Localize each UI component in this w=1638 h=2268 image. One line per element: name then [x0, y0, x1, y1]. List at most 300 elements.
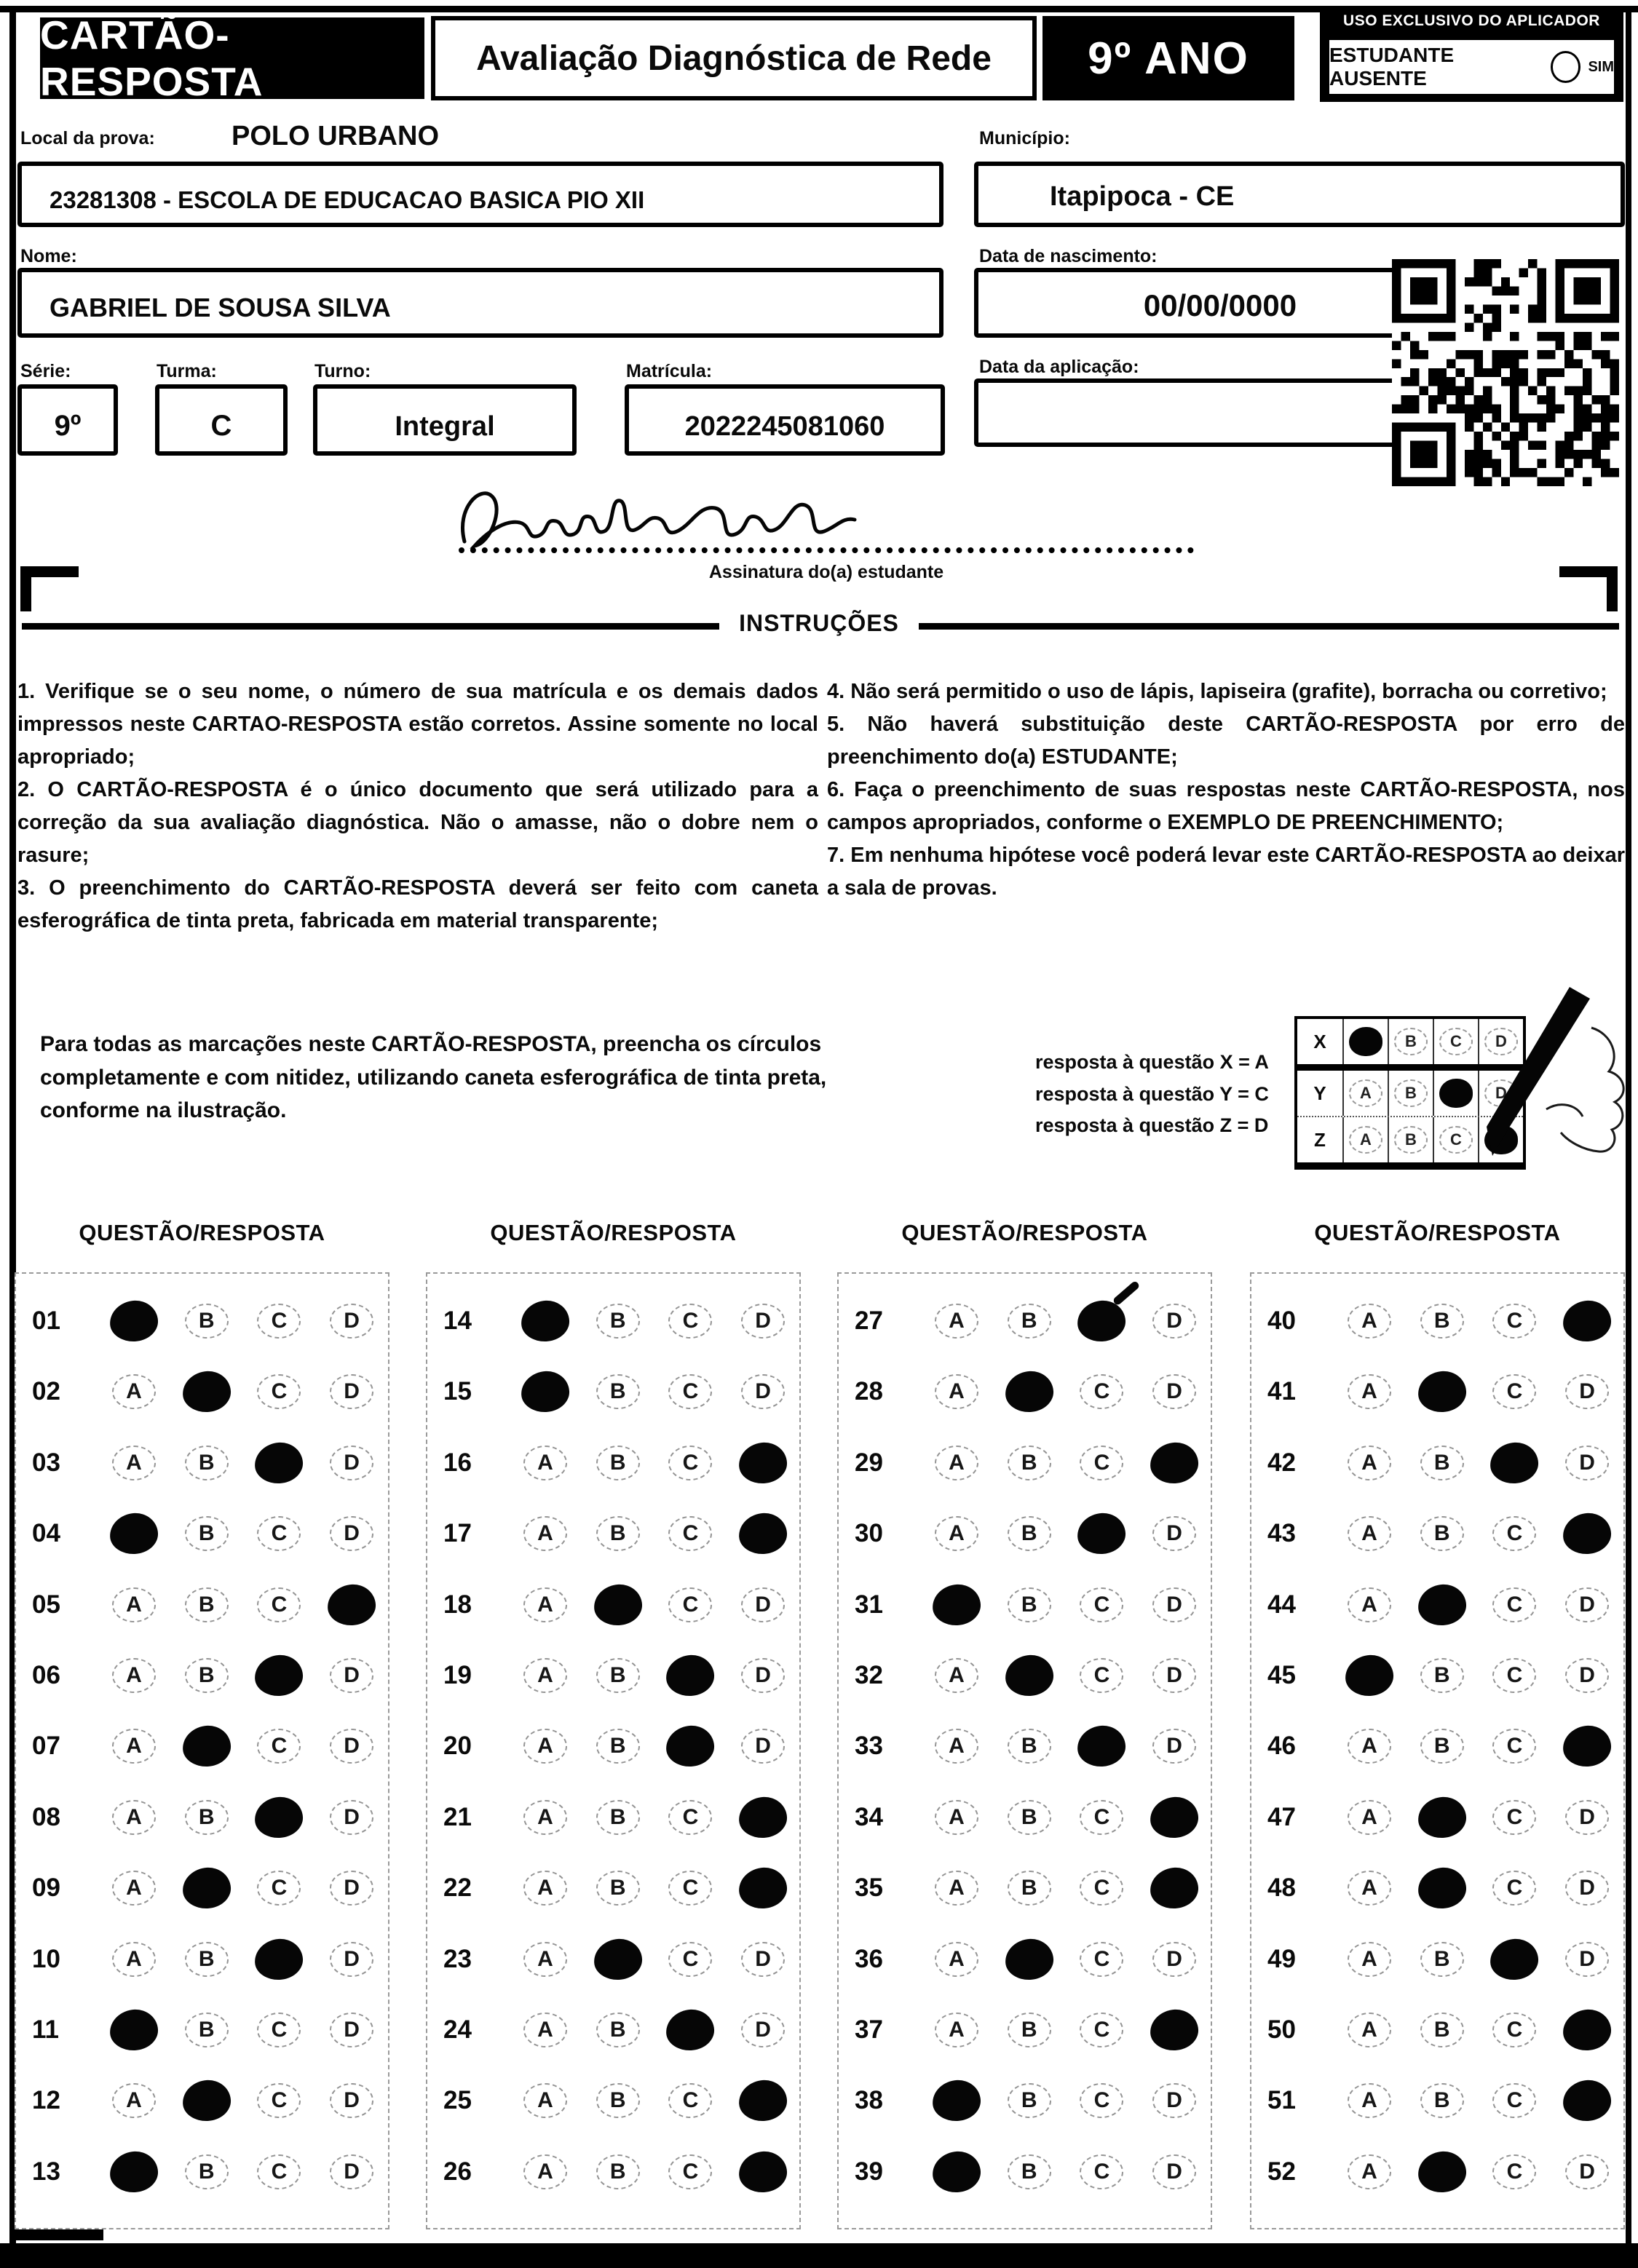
bubble-B-filled[interactable]: [1004, 1654, 1054, 1697]
question-number: 17: [443, 1519, 472, 1548]
option-cell: [315, 1658, 388, 1693]
bubble-B[interactable]: B: [185, 2013, 229, 2047]
bubble-D[interactable]: D: [330, 1942, 373, 1977]
answer-row: [839, 2078, 1211, 2123]
bubble-A[interactable]: A: [1348, 1800, 1391, 1835]
option-cell: [654, 1655, 727, 1696]
bubble-C[interactable]: C: [1492, 1516, 1536, 1551]
bubble-D[interactable]: D: [1565, 1374, 1609, 1409]
bubble-B[interactable]: B: [185, 1800, 229, 1835]
bubble-C[interactable]: C: [1492, 1871, 1536, 1906]
bubble-D[interactable]: D: [741, 1658, 785, 1693]
option-cell: [654, 1587, 727, 1622]
example-bubble-C: C: [1439, 1126, 1473, 1154]
bubble-C[interactable]: C: [668, 1800, 712, 1835]
bubble-C[interactable]: C: [257, 2154, 301, 2189]
bubble-B[interactable]: B: [1420, 2083, 1464, 2118]
answer-row: [427, 1511, 799, 1556]
option-cell: [1066, 1513, 1139, 1554]
bubble-C[interactable]: C: [668, 1446, 712, 1480]
bubble-C[interactable]: C: [1080, 2154, 1123, 2189]
option-cell: [1138, 2083, 1211, 2118]
bubble-B[interactable]: B: [1008, 1729, 1051, 1764]
bubble-D[interactable]: D: [1565, 1658, 1609, 1693]
option-cell: [582, 1374, 654, 1409]
bubble-A-filled[interactable]: [932, 2150, 982, 2193]
bubble-C[interactable]: C: [1080, 1374, 1123, 1409]
bubble-C[interactable]: C: [257, 1304, 301, 1339]
bubble-A[interactable]: A: [523, 1446, 567, 1480]
bubble-D-filled[interactable]: [1150, 1441, 1200, 1484]
bubble-A[interactable]: A: [935, 1658, 978, 1693]
bubble-D-filled[interactable]: [1150, 2008, 1200, 2051]
bubble-D[interactable]: D: [330, 2013, 373, 2047]
bubble-C[interactable]: C: [1080, 1942, 1123, 1977]
bubble-C[interactable]: C: [257, 2013, 301, 2047]
option-cell: [315, 1585, 388, 1625]
bubble-C[interactable]: C: [257, 1871, 301, 1906]
answer-row: [16, 1582, 388, 1627]
bubble-B[interactable]: B: [596, 1729, 640, 1764]
bubble-D[interactable]: D: [741, 2013, 785, 2047]
bubble-A[interactable]: A: [935, 1729, 978, 1764]
bubble-D-filled[interactable]: [1562, 1299, 1613, 1342]
bubble-D-filled[interactable]: [738, 2079, 788, 2122]
bubble-A[interactable]: A: [1348, 2083, 1391, 2118]
signature-line[interactable]: [459, 547, 1194, 553]
bubble-D-filled[interactable]: [1562, 1725, 1613, 1768]
bubble-B[interactable]: B: [1008, 1304, 1051, 1339]
bubble-D-filled[interactable]: [738, 2150, 788, 2193]
bubble-B[interactable]: B: [185, 1446, 229, 1480]
bubble-B-filled[interactable]: [181, 1867, 232, 1910]
option-cell: [98, 2083, 170, 2118]
example-bubble-filled-A: [1349, 1027, 1382, 1056]
turno-field: Integral: [313, 384, 577, 456]
bubble-A[interactable]: A: [523, 2013, 567, 2047]
bubble-D[interactable]: D: [741, 1304, 785, 1339]
bubble-D-filled[interactable]: [1150, 1867, 1200, 1910]
bubble-A[interactable]: A: [1348, 1374, 1391, 1409]
question-number: 42: [1267, 1448, 1296, 1477]
bubble-A-filled[interactable]: [521, 1299, 571, 1342]
bubble-C-filled[interactable]: [1489, 1441, 1540, 1484]
bubble-C[interactable]: C: [1492, 2083, 1536, 2118]
bubble-B[interactable]: B: [185, 1516, 229, 1551]
bubble-B-filled[interactable]: [593, 1938, 643, 1980]
bubble-B[interactable]: B: [596, 1516, 640, 1551]
bubble-B-filled[interactable]: [1004, 1938, 1054, 1980]
option-cell: [98, 1658, 170, 1693]
bubble-D[interactable]: D: [330, 2083, 373, 2118]
bubble-C[interactable]: C: [1492, 1374, 1536, 1409]
option-cell: [920, 1374, 993, 1409]
bubble-D-filled[interactable]: [738, 1441, 788, 1484]
bubble-D[interactable]: D: [1152, 2083, 1196, 2118]
matricula-field: 2022245081060: [625, 384, 945, 456]
bubble-B[interactable]: B: [1008, 1446, 1051, 1480]
bubble-B[interactable]: B: [596, 1871, 640, 1906]
bubble-C[interactable]: C: [668, 1304, 712, 1339]
bubble-A[interactable]: A: [112, 1800, 156, 1835]
bubble-C-filled[interactable]: [254, 1938, 304, 1980]
option-cell: [582, 2154, 654, 2189]
option-cell: [920, 1871, 993, 1906]
bubble-A[interactable]: A: [1348, 1942, 1391, 1977]
option-cell: [582, 1939, 654, 1980]
bubble-D-filled[interactable]: [738, 1796, 788, 1839]
bubble-A[interactable]: A: [1348, 1587, 1391, 1622]
option-cell: [1333, 2154, 1406, 2189]
question-number: 30: [855, 1519, 883, 1548]
bubble-A[interactable]: A: [112, 1658, 156, 1693]
bubble-A[interactable]: A: [935, 1446, 978, 1480]
bubble-D[interactable]: D: [741, 1729, 785, 1764]
bubble-B[interactable]: B: [185, 1587, 229, 1622]
example-line: resposta à questão Y = C: [1035, 1082, 1269, 1105]
option-cell: [1406, 2152, 1479, 2192]
option-cell: [993, 1587, 1066, 1622]
bubble-C-filled[interactable]: [1077, 1725, 1127, 1768]
bubble-B[interactable]: B: [1008, 1516, 1051, 1551]
option-cell: [315, 2013, 388, 2047]
instructions-left-column: [17, 675, 818, 937]
option-cell: [1479, 1939, 1551, 1980]
option-cell: [1333, 1446, 1406, 1480]
bubble-A[interactable]: A: [112, 1729, 156, 1764]
question-number: 43: [1267, 1519, 1296, 1548]
option-cell: [243, 1443, 316, 1483]
bubble-B[interactable]: B: [1420, 1729, 1464, 1764]
question-number: 41: [1267, 1377, 1296, 1406]
answer-row: [839, 2149, 1211, 2194]
bubble-B-filled[interactable]: [181, 1725, 232, 1768]
bubble-B-filled[interactable]: [181, 2079, 232, 2122]
bubble-D[interactable]: D: [1152, 1942, 1196, 1977]
bubble-B-filled[interactable]: [1417, 1867, 1467, 1910]
bubble-D[interactable]: D: [1565, 1446, 1609, 1480]
bubble-A[interactable]: A: [1348, 1446, 1391, 1480]
bubble-A[interactable]: A: [523, 2154, 567, 2189]
bubble-B[interactable]: B: [596, 1446, 640, 1480]
bubble-C[interactable]: C: [1492, 1587, 1536, 1622]
bubble-B[interactable]: B: [185, 1658, 229, 1693]
corner-mark-top-right: [1559, 566, 1618, 611]
bubble-A[interactable]: A: [523, 1800, 567, 1835]
bubble-D[interactable]: D: [1152, 1516, 1196, 1551]
question-number: 02: [32, 1377, 60, 1406]
option-cell: [993, 1729, 1066, 1764]
answer-row: [16, 1653, 388, 1698]
bubble-D[interactable]: D: [1565, 1871, 1609, 1906]
bubble-C[interactable]: C: [1080, 1800, 1123, 1835]
bubble-B-filled[interactable]: [1417, 1796, 1467, 1839]
bubble-D[interactable]: D: [1565, 2154, 1609, 2189]
answer-row: [839, 1653, 1211, 1698]
student-absent-bubble[interactable]: [1551, 51, 1581, 83]
bubble-B-filled[interactable]: [1417, 1371, 1467, 1413]
bubble-D[interactable]: D: [330, 1871, 373, 1906]
bubble-A[interactable]: A: [523, 1871, 567, 1906]
bubble-C[interactable]: C: [1080, 1446, 1123, 1480]
bubble-B[interactable]: B: [1420, 1516, 1464, 1551]
option-cell: [1479, 1443, 1551, 1483]
bubble-D[interactable]: D: [330, 2154, 373, 2189]
bubble-A-filled[interactable]: [109, 2150, 159, 2193]
answer-row: [839, 1937, 1211, 1982]
bubble-A[interactable]: A: [1348, 2013, 1391, 2047]
bubble-A[interactable]: A: [523, 1729, 567, 1764]
example-cell: [1388, 1019, 1433, 1064]
answer-row: [1251, 1298, 1623, 1344]
bubble-C[interactable]: C: [257, 1729, 301, 1764]
bubble-D[interactable]: D: [330, 1658, 373, 1693]
bubble-D[interactable]: D: [1152, 1587, 1196, 1622]
local-da-prova-label: Local da prova:: [20, 128, 155, 148]
bubble-C[interactable]: C: [1080, 1587, 1123, 1622]
option-cell: [1333, 2013, 1406, 2047]
question-number: 01: [32, 1307, 60, 1335]
bubble-A[interactable]: A: [935, 1871, 978, 1906]
bubble-A[interactable]: A: [523, 2083, 567, 2118]
bubble-C[interactable]: C: [1492, 1800, 1536, 1835]
bubble-B[interactable]: B: [185, 1304, 229, 1339]
bubble-A[interactable]: A: [112, 1374, 156, 1409]
bubble-C[interactable]: C: [1492, 2154, 1536, 2189]
bubble-A[interactable]: A: [935, 2013, 978, 2047]
bubble-B-filled[interactable]: [1417, 2150, 1467, 2193]
bubble-C-filled[interactable]: [1489, 1938, 1540, 1980]
option-cell: [1551, 1374, 1623, 1409]
bubble-B[interactable]: B: [1008, 1871, 1051, 1906]
bubble-B[interactable]: B: [596, 1658, 640, 1693]
bubble-D-filled[interactable]: [327, 1583, 377, 1626]
bubble-B[interactable]: B: [596, 1304, 640, 1339]
bubble-B-filled[interactable]: [1417, 1583, 1467, 1626]
bubble-A-filled[interactable]: [521, 1371, 571, 1413]
bubble-C-filled[interactable]: [254, 1654, 304, 1697]
bubble-C-filled[interactable]: [1077, 1299, 1127, 1342]
nome-field: GABRIEL DE SOUSA SILVA: [17, 268, 943, 338]
bubble-B[interactable]: B: [185, 2154, 229, 2189]
bubble-D-filled[interactable]: [738, 1867, 788, 1910]
bubble-B[interactable]: B: [596, 1800, 640, 1835]
bubble-B[interactable]: B: [1008, 1800, 1051, 1835]
bubble-B[interactable]: B: [596, 1374, 640, 1409]
bubble-C[interactable]: C: [1080, 1658, 1123, 1693]
bubble-B[interactable]: B: [1420, 1658, 1464, 1693]
option-cell: [993, 1304, 1066, 1339]
bubble-A[interactable]: A: [112, 1446, 156, 1480]
option-cell: [654, 1516, 727, 1551]
option-cell: [1406, 1797, 1479, 1838]
bubble-A[interactable]: A: [1348, 1304, 1391, 1339]
bubble-D[interactable]: D: [330, 1374, 373, 1409]
bubble-C[interactable]: C: [668, 2083, 712, 2118]
student-absent-field: [1327, 38, 1616, 96]
bubble-D[interactable]: D: [741, 1374, 785, 1409]
bubble-C[interactable]: C: [1492, 1729, 1536, 1764]
bubble-C[interactable]: C: [257, 2083, 301, 2118]
option-cell: [1479, 1729, 1551, 1764]
option-cell: [920, 2080, 993, 2121]
bubble-A-filled[interactable]: [109, 2008, 159, 2051]
option-cell: [727, 1797, 799, 1838]
bubble-C[interactable]: C: [1492, 2013, 1536, 2047]
bubble-B[interactable]: B: [1008, 1587, 1051, 1622]
bubble-A[interactable]: A: [112, 1587, 156, 1622]
bubble-C[interactable]: C: [668, 2154, 712, 2189]
answer-row: [427, 1724, 799, 1769]
bubble-A-filled[interactable]: [109, 1512, 159, 1555]
bubble-C[interactable]: C: [1080, 2083, 1123, 2118]
bubble-C[interactable]: C: [1492, 1304, 1536, 1339]
option-cell: [1138, 1587, 1211, 1622]
bubble-D-filled[interactable]: [1562, 1512, 1613, 1555]
bubble-B[interactable]: B: [1008, 2013, 1051, 2047]
bubble-B[interactable]: B: [596, 2154, 640, 2189]
bubble-D[interactable]: D: [741, 1587, 785, 1622]
bubble-D[interactable]: D: [330, 1729, 373, 1764]
pen-hand-illustration: [1462, 987, 1633, 1173]
bubble-C[interactable]: C: [668, 1374, 712, 1409]
bubble-A[interactable]: A: [523, 1516, 567, 1551]
bubble-B[interactable]: B: [1420, 1304, 1464, 1339]
bubble-A[interactable]: A: [935, 1304, 978, 1339]
option-cell: [170, 1371, 243, 1412]
bubble-A[interactable]: A: [523, 1587, 567, 1622]
bubble-C[interactable]: C: [257, 1516, 301, 1551]
bubble-C-filled[interactable]: [665, 1725, 716, 1768]
instructions-title: INSTRUÇÕES: [739, 610, 899, 636]
bubble-B[interactable]: B: [596, 2083, 640, 2118]
option-cell: [993, 2154, 1066, 2189]
bubble-D-filled[interactable]: [1562, 2079, 1613, 2122]
bubble-D[interactable]: D: [1152, 2154, 1196, 2189]
question-number: 12: [32, 2086, 60, 2115]
bubble-D[interactable]: D: [1565, 1800, 1609, 1835]
option-cell: [1406, 2013, 1479, 2047]
bubble-C[interactable]: C: [668, 1871, 712, 1906]
option-cell: [98, 1587, 170, 1622]
bubble-B[interactable]: B: [1008, 2154, 1051, 2189]
bubble-A[interactable]: A: [1348, 1516, 1391, 1551]
bubble-C[interactable]: C: [668, 1587, 712, 1622]
bubble-C[interactable]: C: [1080, 2013, 1123, 2047]
turma-field: C: [155, 384, 288, 456]
answer-row: [839, 1298, 1211, 1344]
example-line: resposta à questão Z = D: [1035, 1114, 1269, 1137]
bubble-C[interactable]: C: [257, 1374, 301, 1409]
bubble-D-filled[interactable]: [1150, 1796, 1200, 1839]
bubble-B[interactable]: B: [596, 2013, 640, 2047]
bubble-A-filled[interactable]: [932, 1583, 982, 1626]
bubble-B-filled[interactable]: [1004, 1371, 1054, 1413]
bubble-C-filled[interactable]: [1077, 1512, 1127, 1555]
bubble-C[interactable]: C: [1080, 1871, 1123, 1906]
bubble-A-filled[interactable]: [1345, 1654, 1395, 1697]
bubble-C[interactable]: C: [257, 1587, 301, 1622]
bubble-A[interactable]: A: [112, 2083, 156, 2118]
bubble-B[interactable]: B: [1420, 2013, 1464, 2047]
question-number: 03: [32, 1448, 60, 1477]
question-number: 07: [32, 1732, 60, 1761]
bubble-C-filled[interactable]: [665, 2008, 716, 2051]
bubble-A-filled[interactable]: [109, 1299, 159, 1342]
bubble-C[interactable]: C: [668, 1942, 712, 1977]
bubble-A[interactable]: A: [112, 1871, 156, 1906]
bubble-B[interactable]: B: [185, 1942, 229, 1977]
bubble-D[interactable]: D: [1152, 1729, 1196, 1764]
bubble-B-filled[interactable]: [593, 1583, 643, 1626]
option-cell: [920, 1729, 993, 1764]
bubble-D[interactable]: D: [1565, 1587, 1609, 1622]
bubble-D[interactable]: D: [741, 1942, 785, 1977]
bubble-D[interactable]: D: [1565, 1942, 1609, 1977]
instruction-item: 5. Não haverá substituição deste CARTÃO-RESPOSTA por erro de preenchimento do(a) ESTUDANTE;: [827, 712, 1625, 769]
answer-row: [16, 2078, 388, 2123]
bubble-D[interactable]: D: [1152, 1304, 1196, 1339]
question-number: 39: [855, 2157, 883, 2186]
municipio-field: Itapipoca - CE: [974, 162, 1625, 227]
bubble-A[interactable]: A: [935, 1374, 978, 1409]
option-cell: [993, 1939, 1066, 1980]
option-cell: [1138, 1374, 1211, 1409]
option-cell: [98, 1374, 170, 1409]
option-cell: [243, 2154, 316, 2189]
option-cell: [1479, 1871, 1551, 1906]
bubble-D[interactable]: D: [330, 1304, 373, 1339]
example-cell: [1342, 1117, 1388, 1162]
bubble-A[interactable]: A: [935, 1800, 978, 1835]
bubble-A[interactable]: A: [935, 1516, 978, 1551]
bubble-B[interactable]: B: [1420, 1942, 1464, 1977]
bubble-D-filled[interactable]: [1562, 2008, 1613, 2051]
answer-row: [839, 1440, 1211, 1486]
bubble-D[interactable]: D: [330, 1446, 373, 1480]
option-cell: [1333, 1729, 1406, 1764]
bubble-A[interactable]: A: [1348, 1729, 1391, 1764]
answer-row: [427, 1865, 799, 1911]
bubble-D[interactable]: D: [330, 1800, 373, 1835]
option-cell: [727, 2013, 799, 2047]
bubble-A[interactable]: A: [523, 1658, 567, 1693]
option-cell: [1551, 1871, 1623, 1906]
bubble-A[interactable]: A: [523, 1942, 567, 1977]
bubble-D[interactable]: D: [1152, 1374, 1196, 1409]
option-cell: [582, 1658, 654, 1693]
bubble-C-filled[interactable]: [254, 1441, 304, 1484]
option-cell: [582, 1585, 654, 1625]
bubble-C-filled[interactable]: [665, 1654, 716, 1697]
bubble-A-filled[interactable]: [932, 2079, 982, 2122]
bubble-A[interactable]: A: [1348, 2154, 1391, 2189]
bubble-B-filled[interactable]: [181, 1371, 232, 1413]
bubble-B[interactable]: B: [1008, 2083, 1051, 2118]
option-cell: [1406, 1658, 1479, 1693]
bubble-C[interactable]: C: [668, 1516, 712, 1551]
bubble-A[interactable]: A: [1348, 1871, 1391, 1906]
option-cell: [920, 2013, 993, 2047]
bubble-D[interactable]: D: [330, 1516, 373, 1551]
bubble-D-filled[interactable]: [738, 1512, 788, 1555]
bubble-A[interactable]: A: [935, 1942, 978, 1977]
bubble-C-filled[interactable]: [254, 1796, 304, 1839]
bubble-C[interactable]: C: [1492, 1658, 1536, 1693]
bubble-B[interactable]: B: [1420, 1446, 1464, 1480]
bubble-A[interactable]: A: [112, 1942, 156, 1977]
bubble-D[interactable]: D: [1152, 1658, 1196, 1693]
